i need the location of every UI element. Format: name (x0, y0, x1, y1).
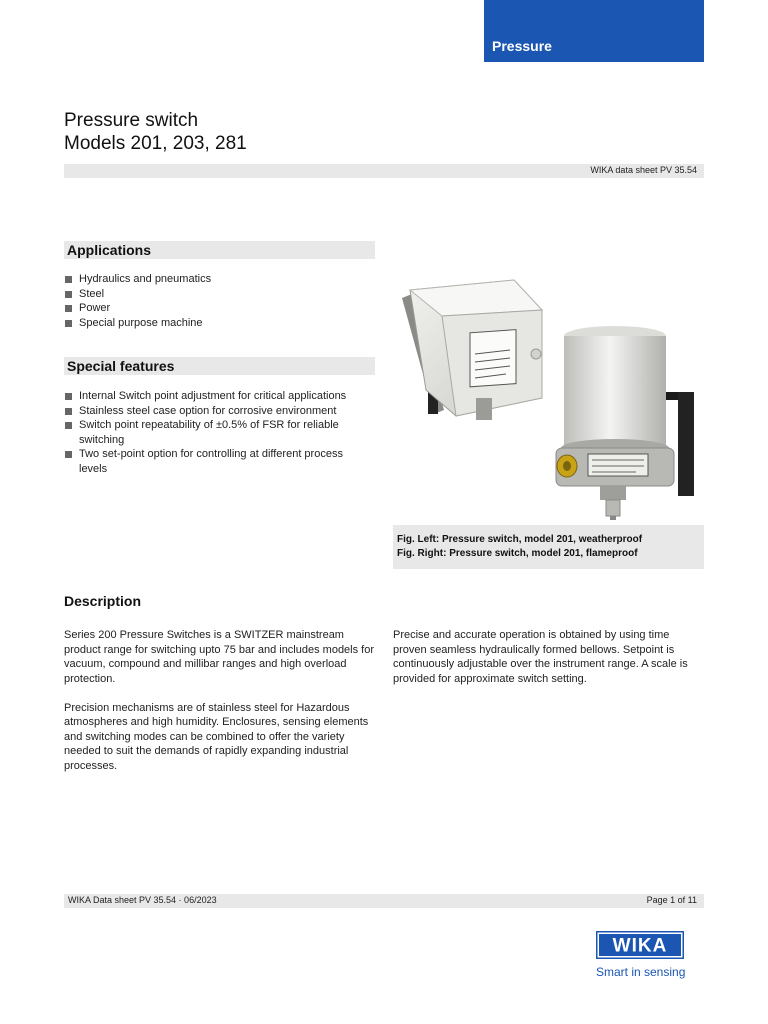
figure-caption-right: Fig. Right: Pressure switch, model 201, flameproof (397, 548, 638, 559)
list-item: Steel (64, 287, 375, 302)
datasheet-ref-bar (64, 164, 704, 178)
flameproof-switch (556, 326, 694, 520)
applications-heading: Applications (67, 242, 152, 258)
list-item: Switch point repeatability of ±0.5% of FSR for reliable switching (64, 418, 364, 447)
description-heading: Description (64, 593, 142, 609)
description-paragraph: Series 200 Pressure Switches is a SWITZER mainstream product range for switching upto 75 bar and includes models for vacuum, compound and millibar ranges and high overload protection. (64, 629, 375, 685)
page-number: Page 1 of 11 (646, 895, 697, 905)
list-item: Hydraulics and pneumatics (64, 272, 375, 287)
brand-slogan: Smart in sensing (596, 965, 686, 979)
special-features-heading-bar (64, 357, 375, 375)
list-item: Power (64, 301, 375, 316)
footer-datasheet: WIKA Data sheet PV 35.54 · 06/2023 (68, 895, 217, 905)
description-paragraph: Precise and accurate operation is obtained by using time proven seamless hydraulically formed bellows. Setpoint is continuously adjustable over the instrument range. A scale is provided for approximate switch setting. (393, 629, 688, 685)
figure-caption-left: Fig. Left: Pressure switch, model 201, weatherproof (397, 534, 643, 545)
description-column-right (393, 628, 705, 701)
page-title-line1: Pressure switch (64, 110, 199, 131)
figure-caption (393, 525, 704, 569)
description-paragraph: Precision mechanisms are of stainless steel for Hazardous atmospheres and high humidity. Enclosures, sensing elements and switching modes can be combined to offer the variety needed to suit the demands of rapidly expanding industrial processes. (64, 701, 369, 772)
special-features-list (64, 389, 364, 476)
product-photo (396, 270, 704, 520)
wika-logo (596, 931, 684, 959)
weatherproof-switch (402, 280, 542, 420)
page-title (64, 109, 247, 155)
description-column-left (64, 628, 376, 788)
list-item: Stainless steel case option for corrosive environment (64, 404, 364, 419)
category-tab-label: Pressure (492, 38, 552, 54)
page-title-line2: Models 201, 203, 281 (64, 133, 247, 154)
applications-heading-bar (64, 241, 375, 259)
category-tab (484, 0, 704, 62)
applications-list (64, 272, 375, 330)
list-item: Internal Switch point adjustment for critical applications (64, 389, 364, 404)
datasheet-ref: WIKA data sheet PV 35.54 (590, 165, 697, 175)
special-features-heading: Special features (67, 358, 175, 374)
list-item: Two set-point option for controlling at different process levels (64, 447, 364, 476)
list-item: Special purpose machine (64, 316, 375, 331)
logo-text: WIKA (612, 935, 668, 957)
footer-bar (64, 894, 704, 908)
